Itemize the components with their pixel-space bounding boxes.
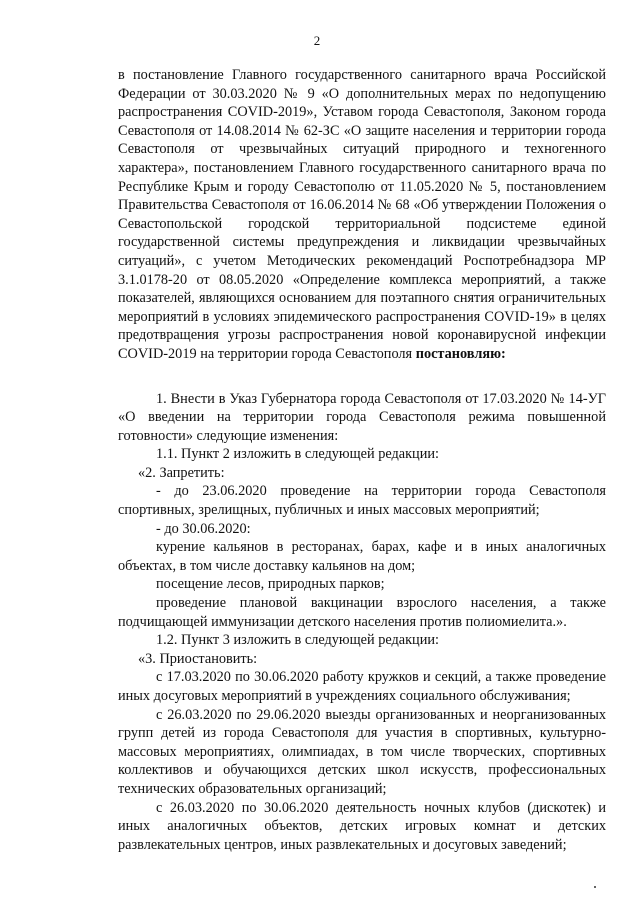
item-1-2-heading: 1.2. Пункт 3 изложить в следующей редакции: <box>156 632 439 649</box>
document-body <box>118 66 606 854</box>
prohibit-item-forests: посещение лесов, природных парков; <box>156 576 385 593</box>
prohibit-item-mass-events: - до 23.06.2020 проведение на территории города Севастополя спортивных, зрелищных, публичных и иных массовых мероприятий; <box>118 483 606 519</box>
item-1-paragraph: 1. Внести в Указ Губернатора города Севастополя от 17.03.2020 № 14-УГ «О введении на территории города Севастополя режима повышенной готовности» следующие изменения: <box>118 390 606 444</box>
prohibit-until-date: - до 30.06.2020: <box>156 520 251 537</box>
preamble-text: в постановление Главного государственного санитарного врача Российской Федерации от 30.03.2020 № 9 «О дополнительных мерах по недопущению распространения COVID-2019», Уставом города Севастополя, Законом города Севастополя от 14.08.2014 № 62-ЗС «О защите населения и территории города Севастополя от чрезвычайных ситуаций природного и техногенного характера», постановлением Главного государственного санитарного врача по Республике Крым и городу Севастополю от 11.05.2020 № 5, постановлением Правительства Севастополя от 16.06.2014 № 68 «Об утверждении Положения о Севастопольской городской территориальной подсистеме единой государственной системы предупреждения и ликвидации чрезвычайных ситуаций», с учетом Методических рекомендаций Роспотребнадзора МР 3.1.0178-20 от 08.05.2020 «Определение комплекса мероприятий, а также показателей, являющихся основанием для поэтапного снятия ограничительных мероприятий в условиях эпидемического распространения COVID-19» в целях предотвращения угрозы распространения новой коронавирусной инфекции COVID-2019 на территории города Севастополя <box>118 67 606 362</box>
scan-dot-mark <box>594 886 596 888</box>
decree-word: постановляю: <box>415 345 506 362</box>
page-number: 2 <box>313 33 321 48</box>
suspend-item-clubs-sections: с 17.03.2020 по 30.06.2020 работу кружков и секций, а также проведение иных досуговых мероприятий в учреждениях социального обслуживания; <box>118 669 606 704</box>
prohibit-item-vaccination: проведение плановой вакцинации взрослого населения, а также подчищающей иммунизации детского населения против полиомиелита.». <box>118 595 606 630</box>
suspend-heading: «3. Приостановить: <box>138 650 258 667</box>
prohibit-heading: «2. Запретить: <box>138 464 225 481</box>
suspend-item-children-trips: с 26.03.2020 по 29.06.2020 выезды организованных и неорганизованных групп детей из города Севастополя для участия в спортивных, культурно-массовых мероприятиях, олимпиадах, в том числе творческих, спортивных коллективов и обучающихся детских школ искусств, профессиональных технических образовательных организаций; <box>118 706 606 797</box>
item-1-1-heading: 1.1. Пункт 2 изложить в следующей редакции: <box>156 446 439 463</box>
preamble-paragraph <box>118 66 606 364</box>
suspend-item-night-clubs: с 26.03.2020 по 30.06.2020 деятельность ночных клубов (дискотек) и иных аналогичных объектов, детских игровых комнат и детских развлекательных центров, иных развлекательных и досуговых заведений; <box>118 799 606 853</box>
prohibit-item-hookah: курение кальянов в ресторанах, барах, кафе и в иных аналогичных объектах, в том числе доставку кальянов на дом; <box>118 539 606 574</box>
